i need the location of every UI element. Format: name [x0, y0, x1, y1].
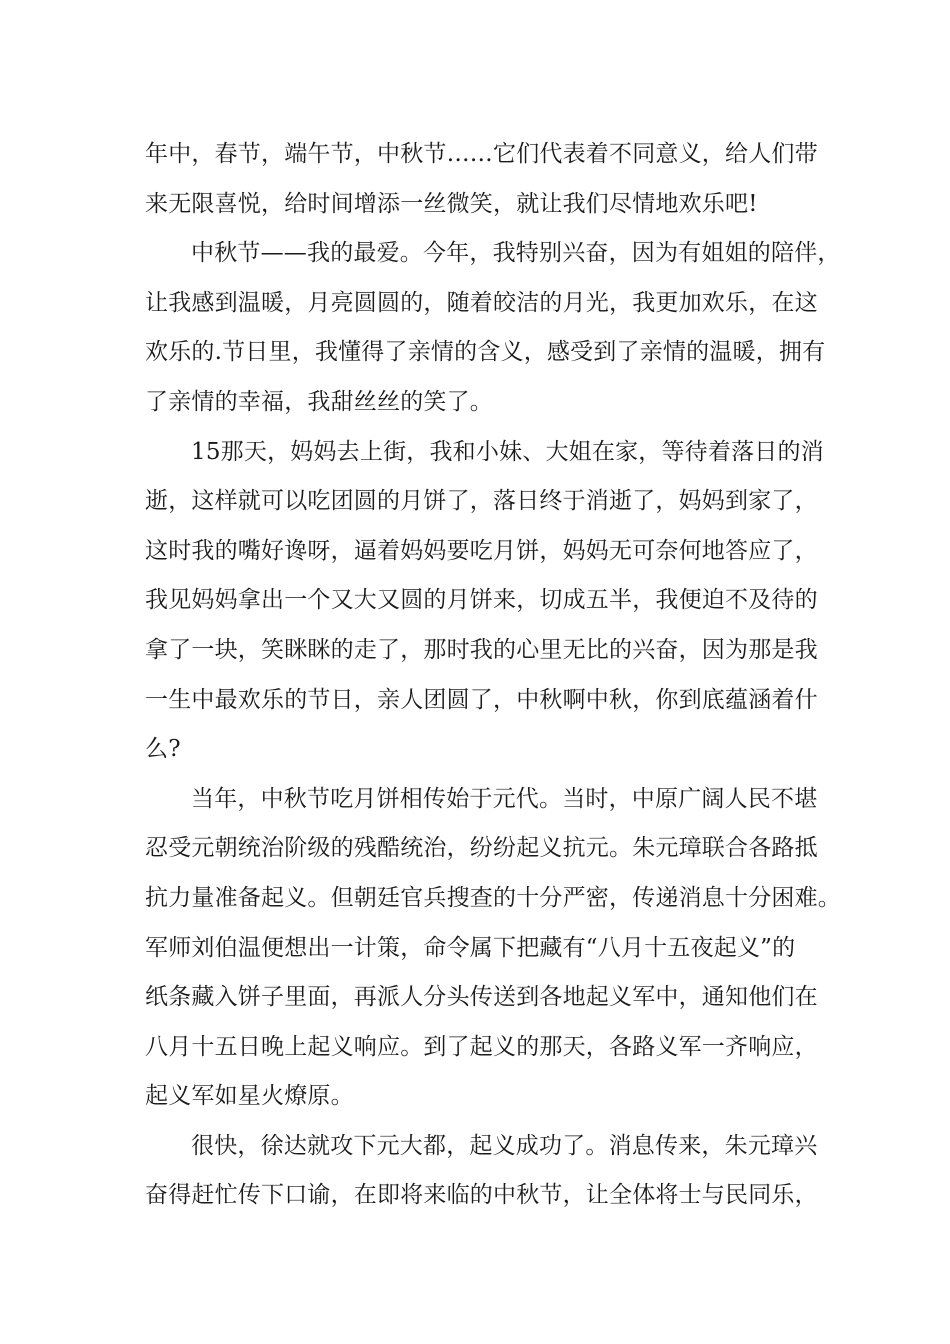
text-line: 让我感到温暖，月亮圆圆的，随着皎洁的月光，我更加欢乐，在这 — [145, 289, 818, 316]
paragraph-2 — [145, 229, 841, 427]
text-line: 忍受元朝统治阶级的残酷统治，纷纷起义抗元。朱元璋联合各路抵 — [145, 835, 818, 862]
text-line: 很快，徐达就攻下元大都，起义成功了。消息传来，朱元璋兴 — [191, 1132, 818, 1159]
text-line: 八月十五日晚上起义响应。到了起义的那天，各路义军一齐响应， — [145, 1033, 818, 1060]
text-line: 拿了一块，笑眯眯的走了，那时我的心里无比的兴奋，因为那是我 — [145, 636, 818, 663]
paragraph-1 — [145, 130, 825, 229]
text-line: 15那天，妈妈去上街，我和小妹、大姐在家，等待着落日的消 — [191, 438, 824, 465]
text-line: 这时我的嘴好谗呀，逼着妈妈要吃月饼，妈妈无可奈何地答应了， — [145, 537, 818, 564]
text-line: 中秋节——我的最爱。今年，我特别兴奋，因为有姐姐的陪伴， — [191, 240, 841, 267]
document-body — [145, 130, 841, 1221]
text-line: 抗力量准备起义。但朝廷官兵搜查的十分严密，传递消息十分困难。 — [145, 884, 841, 911]
paragraph-5 — [145, 1122, 825, 1221]
text-line: 了亲情的幸福，我甜丝丝的笑了。 — [145, 388, 493, 415]
text-line: 起义军如星火燎原。 — [145, 1083, 354, 1110]
paragraph-4 — [145, 775, 841, 1122]
text-line: 奋得赶忙传下口谕，在即将来临的中秋节，让全体将士与民同乐， — [145, 1182, 818, 1209]
text-line: 欢乐的.节日里，我懂得了亲情的含义，感受到了亲情的温暖，拥有 — [145, 339, 826, 366]
text-line: 逝，这样就可以吃团圆的月饼了，落日终于消逝了，妈妈到家了， — [145, 488, 818, 515]
text-line: 来无限喜悦，给时间增添一丝微笑，就让我们尽情地欢乐吧! — [145, 190, 758, 217]
text-line: 军师刘伯温便想出一计策，命令属下把藏有“八月十五夜起义”的 — [145, 934, 796, 961]
text-line: 年中，春节，端午节，中秋节……它们代表着不同意义，给人们带 — [145, 141, 818, 167]
paragraph-3 — [145, 428, 825, 775]
text-line: 么? — [145, 736, 181, 763]
text-line: 当年，中秋节吃月饼相传始于元代。当时，中原广阔人民不堪 — [191, 785, 818, 812]
text-line: 我见妈妈拿出一个又大又圆的月饼来，切成五半，我便迫不及待的 — [145, 587, 818, 614]
text-line: 纸条藏入饼子里面，再派人分头传送到各地起义军中，通知他们在 — [145, 984, 818, 1011]
text-line: 一生中最欢乐的节日，亲人团圆了，中秋啊中秋，你到底蕴涵着什 — [145, 686, 818, 713]
